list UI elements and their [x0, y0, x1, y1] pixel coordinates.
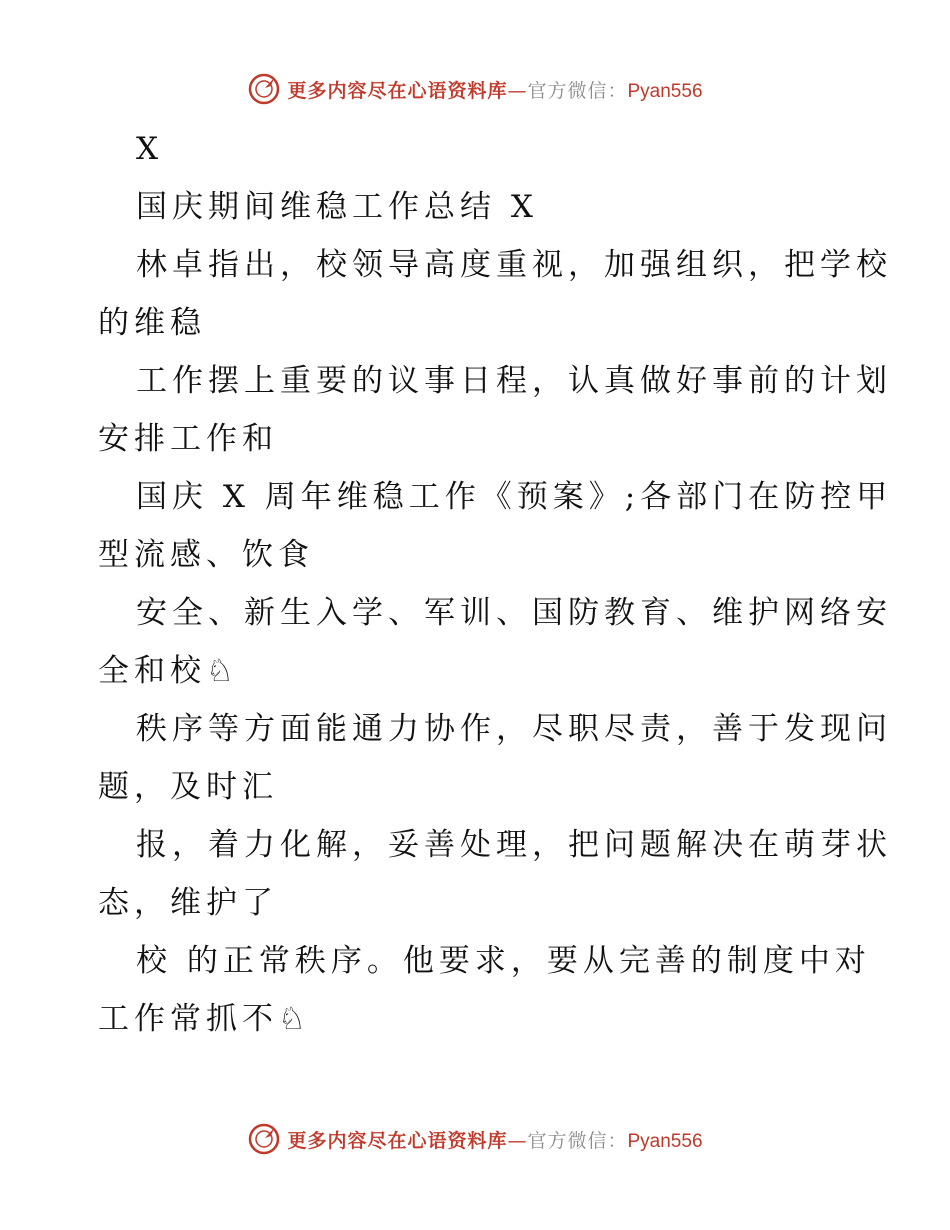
document-title: 国庆期间维稳工作总结 X [136, 189, 538, 225]
text-line: 态，维护了 [98, 885, 278, 921]
text-line: 题，及时汇 [98, 769, 278, 805]
footer-watermark [0, 1122, 950, 1156]
text-line: X [136, 131, 164, 167]
text-line: 型流感、饮食 [98, 537, 314, 573]
text-line: 安全、新生入学、军训、国防教育、维护网络安 [136, 595, 892, 631]
watermark-official-label: 官方微信： [527, 79, 628, 102]
watermark-brand: 更多内容尽在心语资料库 [287, 79, 508, 102]
text-line: 校 的正常秩序。他要求，要从完善的制度中对 [136, 943, 871, 979]
watermark-dash: — [507, 79, 528, 102]
document-body [98, 120, 893, 1048]
watermark-brand: 更多内容尽在心语资料库 [287, 1129, 508, 1152]
text-line: 国庆 X 周年维稳工作《预案》;各部门在防控甲 [136, 479, 893, 515]
text-line: 工作摆上重要的议事日程，认真做好事前的计划 [136, 363, 892, 399]
text-line: 安排工作和 [98, 421, 278, 457]
watermark-official-label: 官方微信： [527, 1129, 628, 1152]
header-watermark [0, 72, 950, 106]
watermark-wechat-id: Pyan556 [627, 80, 703, 102]
text-line: 林卓指出，校领导高度重视，加强组织，把学校 [136, 247, 892, 283]
text-line: 全和校♘ [98, 653, 239, 689]
quill-seal-icon [247, 72, 281, 106]
text-line: 工作常抓不♘ [98, 1001, 311, 1037]
text-line: 的维稳 [98, 305, 206, 341]
watermark-dash: — [507, 1129, 528, 1152]
quill-seal-icon [247, 1122, 281, 1156]
text-line: 报，着力化解，妥善处理，把问题解决在萌芽状 [136, 827, 892, 863]
text-line: 秩序等方面能通力协作，尽职尽责，善于发现问 [136, 711, 892, 747]
watermark-wechat-id: Pyan556 [627, 1130, 703, 1152]
